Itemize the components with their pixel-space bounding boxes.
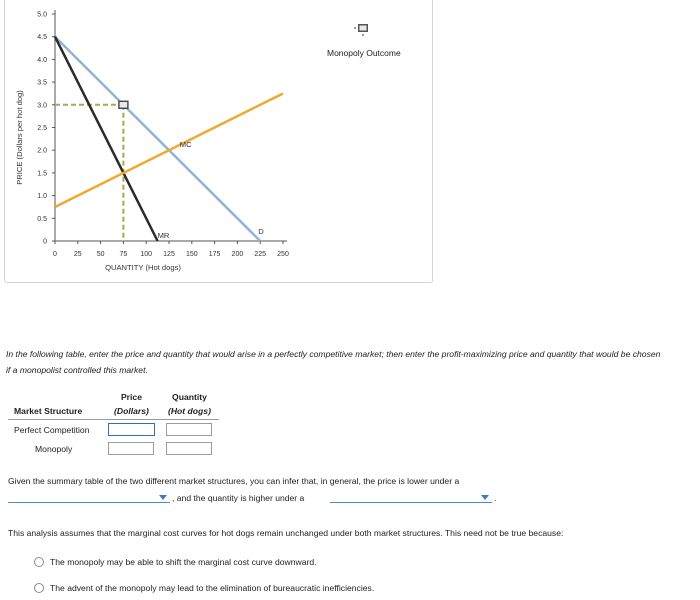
y-tick-label: 3.0 [37, 102, 47, 110]
summary-period: . [494, 493, 497, 503]
x-tick-label: 25 [73, 251, 82, 258]
table-row-monopoly [8, 439, 219, 458]
y-tick-label: 0.5 [37, 215, 47, 223]
chevron-down-icon [159, 495, 167, 500]
y-tick-label: 1.0 [37, 193, 47, 201]
quantity-unit: (Hot dogs) [167, 405, 211, 416]
x-tick-label: 125 [163, 251, 175, 258]
radio-button[interactable] [34, 557, 44, 567]
y-tick-label: 0 [43, 238, 47, 246]
summary-table [8, 387, 219, 458]
mr-curve [55, 37, 158, 241]
quantity-header: Quantity [172, 392, 207, 402]
price-header: Price [120, 392, 142, 402]
row-label-perfect-competition: Perfect Competition [14, 424, 90, 435]
instructions-text: In the following table, enter the price and quantity that would arise in a perfectly competitive market; then enter the profit-maximizing price and quantity that would be chosen if a monopolist controlled this market. [6, 349, 661, 375]
graph-panel [4, 0, 433, 283]
monopoly-outcome-marker [119, 101, 128, 108]
option-shift-mc-downward[interactable] [34, 557, 317, 567]
mc-curve-label: MC [179, 139, 192, 149]
price-unit: (Dollars) [114, 405, 149, 416]
option-eliminate-inefficiencies[interactable] [34, 583, 374, 593]
perfect-competition-price-input[interactable] [108, 423, 155, 436]
monopoly-price-input[interactable] [108, 442, 154, 455]
x-tick-label: 100 [140, 251, 153, 258]
y-tick-label: 4.5 [37, 34, 47, 42]
price-quantity-chart [5, 0, 434, 283]
option-label: The monopoly may be able to shift the marginal cost curve downward. [50, 557, 317, 567]
x-tick-label: 250 [277, 251, 289, 258]
x-tick-label: 175 [208, 251, 221, 258]
x-tick-label: 50 [96, 251, 105, 258]
mc-curve [55, 93, 283, 207]
monopoly-outcome-label: Monopoly Outcome [327, 48, 401, 58]
y-tick-label: 1.5 [37, 170, 47, 178]
table-row-perfect-competition [8, 420, 219, 440]
monopoly-outcome-tool-icon[interactable] [353, 21, 373, 39]
row-label-monopoly: Monopoly [35, 443, 73, 454]
chevron-down-icon [481, 495, 489, 500]
x-tick-label: 150 [185, 251, 198, 258]
y-tick-label: 2.5 [37, 125, 47, 132]
price-lower-dropdown[interactable] [8, 494, 170, 503]
x-axis-title: QUANTITY (Hot dogs) [105, 263, 181, 272]
quantity-higher-dropdown[interactable] [330, 494, 492, 503]
market-structure-header: Market Structure [8, 402, 103, 420]
x-tick-label: 75 [119, 251, 128, 258]
option-label: The advent of the monopoly may lead to the elimination of bureaucratic inefficiencies. [50, 583, 375, 593]
d-curve [55, 37, 260, 241]
x-tick-label: 200 [231, 251, 244, 258]
perfect-competition-quantity-input[interactable] [166, 423, 212, 436]
y-tick-label: 5.0 [37, 11, 47, 19]
summary-middle-text: , and the quantity is higher under a [172, 493, 305, 503]
x-tick-label: 225 [254, 251, 267, 258]
summary-sentence: Given the summary table of the two different market structures, you can infer that, in general, the price is lower under a [8, 476, 460, 486]
y-tick-label: 2.0 [37, 147, 47, 155]
y-axis-title: PRICE (Dollars per hot dog) [15, 90, 24, 185]
d-curve-label: D [258, 227, 264, 236]
mr-curve-label: MR [157, 231, 170, 240]
y-tick-label: 4.0 [37, 56, 47, 64]
x-tick-label: 0 [53, 251, 57, 258]
radio-button[interactable] [34, 583, 44, 593]
assumption-question: This analysis assumes that the marginal cost curves for hot dogs remain unchanged under both market structures. This need not be true because: [8, 528, 564, 538]
monopoly-quantity-input[interactable] [166, 442, 212, 455]
y-tick-label: 3.5 [37, 79, 47, 87]
